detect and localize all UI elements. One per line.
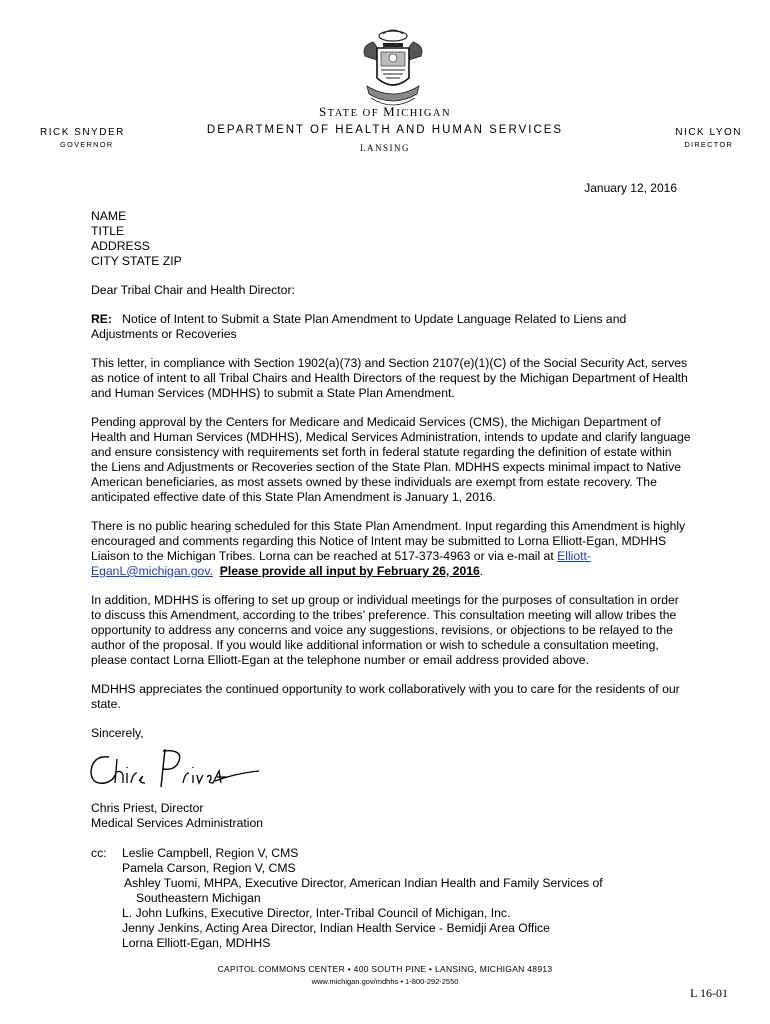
- cc-item: Ashley Tuomi, MHPA, Executive Director, American Indian Health and Family Services of: [124, 876, 603, 890]
- re-label: RE:: [91, 312, 112, 326]
- address-line: CITY STATE ZIP: [91, 254, 182, 268]
- cc-item: Lorna Elliott-Egan, MDHHS: [122, 936, 271, 950]
- address-line: NAME: [91, 209, 127, 223]
- address-line: TITLE: [91, 224, 125, 238]
- paragraph-1: This letter, in compliance with Section 1902(a)(73) and Section 2107(e)(1)(C) of the Social Security Act, serves as notice of intent to all Tribal Chairs and Health Directors of the request by the Michigan Department of Health and Human Services (MDHHS) to submit a State Plan Amendment.: [91, 356, 688, 400]
- director-title: DIRECTOR: [684, 140, 733, 149]
- paragraph-3-text: There is no public hearing scheduled for this State Plan Amendment. Input regarding this Amendment is highly encouraged and comments regarding this Notice of Intent may be submitted to Lorna Elliott-Egan, MDHHS Liaison to the Michigan Tribes. Lorna can be reached at 517-373-4963 or via e-mail at: [91, 519, 686, 563]
- paragraph-3-end: .: [479, 564, 484, 578]
- cc-item: L. John Lufkins, Executive Director, Inter-Tribal Council of Michigan, Inc.: [122, 906, 511, 920]
- governor-name: RICK SNYDER: [40, 127, 125, 138]
- email-link[interactable]: Elliott-EganL@michigan.gov.: [91, 549, 591, 578]
- salutation: Dear Tribal Chair and Health Director:: [91, 283, 295, 297]
- footer-web: www.michigan.gov/mdhhs • 1-800-292-2550: [311, 977, 459, 986]
- re-text: Notice of Intent to Submit a State Plan Amendment to Update Language Related to Liens and Adjustments or Recoveries: [91, 312, 627, 341]
- paragraph-3: [91, 519, 691, 579]
- paragraph-2: Pending approval by the Centers for Medicare and Medicaid Services (CMS), the Michigan Department of Health and Human Services (MDHHS), Medical Services Administration, intends to update and clarify language and ensure consistency with requirements set forth in federal statute regarding the definition of estate within the Liens and Adjustments or Recoveries section of the State Plan. MDHHS expects minimal impact to Native American beneficiaries, as most assets owned by these individuals are exempt from estate recovery. The anticipated effective date of this State Plan Amendment is January 1, 2016.: [91, 415, 691, 504]
- state-name: STATE OF MICHIGAN: [318, 104, 452, 119]
- paragraph-4: In addition, MDHHS is offering to set up group or individual meetings for the purposes of consultation in order to discuss this Amendment, according to the tribes’ preference. This consultation meeting will allow tribes the opportunity to address any concerns and voice any suggestions, revisions, or objections to be relayed to the author of the proposal. If you would like additional information or wish to schedule a consultation meeting, please contact Lorna Elliott-Egan at the telephone number or email address provided above.: [91, 593, 679, 667]
- state-seal-icon: [357, 28, 429, 110]
- department-name: DEPARTMENT OF HEALTH AND HUMAN SERVICES: [206, 124, 564, 136]
- governor-title: GOVERNOR: [60, 140, 114, 149]
- cc-recipients: [122, 846, 603, 951]
- closing: Sincerely,: [91, 726, 144, 740]
- form-code: L 16-01: [690, 986, 728, 1000]
- cc-item: Southeastern Michigan: [136, 891, 261, 905]
- subject-line: [91, 312, 691, 342]
- cc-label: cc:: [91, 846, 107, 860]
- recipient-address: [91, 209, 691, 269]
- director-name: NICK LYON: [675, 127, 742, 138]
- cc-item: Pamela Carson, Region V, CMS: [122, 861, 296, 875]
- paragraph-5: MDHHS appreciates the continued opportunity to work collaboratively with you to care for the residents of our state.: [91, 682, 680, 711]
- cc-list: [91, 846, 691, 951]
- address-line: ADDRESS: [91, 239, 150, 253]
- footer-address: CAPITOL COMMONS CENTER • 400 SOUTH PINE • LANSING, MICHIGAN 48913: [217, 964, 553, 974]
- cc-item: Jenny Jenkins, Acting Area Director, Indian Health Service - Bemidji Area Office: [122, 921, 550, 935]
- handwritten-signature: [87, 743, 262, 795]
- cc-item: Leslie Campbell, Region V, CMS: [122, 846, 299, 860]
- letter-body: [91, 209, 691, 951]
- letter-date: January 12, 2016: [584, 181, 677, 195]
- city-name: LANSING: [360, 143, 410, 153]
- signer-org: Medical Services Administration: [91, 816, 264, 830]
- signer-name: Chris Priest, Director: [91, 801, 204, 815]
- input-deadline: Please provide all input by February 26, 2016: [219, 564, 480, 578]
